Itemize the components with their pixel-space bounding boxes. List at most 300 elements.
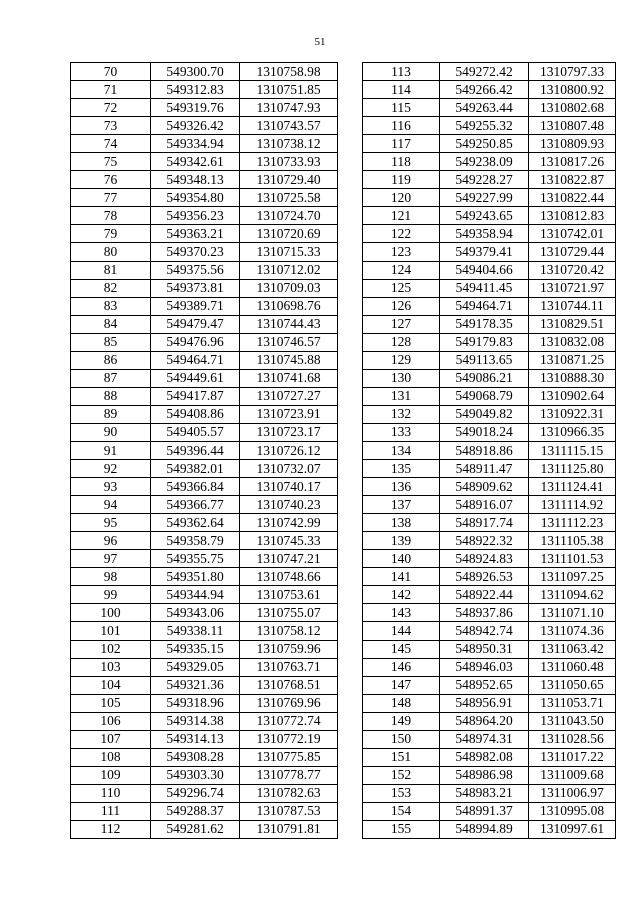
right-point-number-cell: 152	[363, 766, 440, 784]
left-x-coordinate-cell: 549338.11	[151, 622, 240, 640]
column-gap	[338, 441, 363, 459]
left-y-coordinate-cell: 1310723.17	[240, 423, 338, 441]
left-x-coordinate-cell: 549479.47	[151, 315, 240, 333]
right-x-coordinate-cell: 548922.32	[440, 532, 529, 550]
right-y-coordinate-cell: 1310966.35	[529, 423, 616, 441]
right-x-coordinate-cell: 549086.21	[440, 369, 529, 387]
left-x-coordinate-cell: 549314.38	[151, 712, 240, 730]
right-x-coordinate-cell: 549227.99	[440, 189, 529, 207]
right-point-number-cell: 150	[363, 730, 440, 748]
column-gap	[338, 712, 363, 730]
column-gap	[338, 766, 363, 784]
right-point-number-cell: 154	[363, 802, 440, 820]
column-gap	[338, 730, 363, 748]
right-y-coordinate-cell: 1311074.36	[529, 622, 616, 640]
left-x-coordinate-cell: 549366.77	[151, 496, 240, 514]
column-gap	[338, 676, 363, 694]
right-x-coordinate-cell: 548983.21	[440, 784, 529, 802]
right-x-coordinate-cell: 549411.45	[440, 279, 529, 297]
column-gap	[338, 279, 363, 297]
left-x-coordinate-cell: 549464.71	[151, 351, 240, 369]
table-row	[71, 315, 616, 333]
table-row	[71, 99, 616, 117]
left-point-number-cell: 101	[71, 622, 151, 640]
left-point-number-cell: 91	[71, 441, 151, 459]
left-x-coordinate-cell: 549334.94	[151, 135, 240, 153]
left-x-coordinate-cell: 549335.15	[151, 640, 240, 658]
column-gap	[338, 820, 363, 838]
left-point-number-cell: 105	[71, 694, 151, 712]
column-gap	[338, 532, 363, 550]
table-row	[71, 676, 616, 694]
table-row	[71, 171, 616, 189]
column-gap	[338, 423, 363, 441]
table-row	[71, 135, 616, 153]
right-x-coordinate-cell: 549266.42	[440, 81, 529, 99]
left-x-coordinate-cell: 549314.13	[151, 730, 240, 748]
table-row	[71, 333, 616, 351]
left-x-coordinate-cell: 549296.74	[151, 784, 240, 802]
left-y-coordinate-cell: 1310726.12	[240, 441, 338, 459]
right-x-coordinate-cell: 548946.03	[440, 658, 529, 676]
left-x-coordinate-cell: 549362.64	[151, 514, 240, 532]
left-x-coordinate-cell: 549308.28	[151, 748, 240, 766]
right-y-coordinate-cell: 1310888.30	[529, 369, 616, 387]
right-y-coordinate-cell: 1310871.25	[529, 351, 616, 369]
right-point-number-cell: 132	[363, 405, 440, 423]
right-x-coordinate-cell: 549049.82	[440, 405, 529, 423]
right-point-number-cell: 147	[363, 676, 440, 694]
right-y-coordinate-cell: 1310832.08	[529, 333, 616, 351]
table-row	[71, 441, 616, 459]
right-point-number-cell: 133	[363, 423, 440, 441]
right-point-number-cell: 126	[363, 297, 440, 315]
right-y-coordinate-cell: 1311060.48	[529, 658, 616, 676]
column-gap	[338, 514, 363, 532]
left-point-number-cell: 85	[71, 333, 151, 351]
left-x-coordinate-cell: 549356.23	[151, 207, 240, 225]
left-y-coordinate-cell: 1310715.33	[240, 243, 338, 261]
table-row	[71, 784, 616, 802]
right-x-coordinate-cell: 548937.86	[440, 604, 529, 622]
left-point-number-cell: 76	[71, 171, 151, 189]
table-row	[71, 189, 616, 207]
table-row	[71, 478, 616, 496]
left-x-coordinate-cell: 549358.79	[151, 532, 240, 550]
right-x-coordinate-cell: 549238.09	[440, 153, 529, 171]
column-gap	[338, 315, 363, 333]
right-x-coordinate-cell: 549178.35	[440, 315, 529, 333]
table-row	[71, 586, 616, 604]
right-point-number-cell: 134	[363, 441, 440, 459]
right-y-coordinate-cell: 1311028.56	[529, 730, 616, 748]
left-point-number-cell: 80	[71, 243, 151, 261]
column-gap	[338, 297, 363, 315]
right-point-number-cell: 129	[363, 351, 440, 369]
right-point-number-cell: 145	[363, 640, 440, 658]
column-gap	[338, 171, 363, 189]
right-x-coordinate-cell: 548982.08	[440, 748, 529, 766]
left-x-coordinate-cell: 549476.96	[151, 333, 240, 351]
column-gap	[338, 568, 363, 586]
right-x-coordinate-cell: 548911.47	[440, 460, 529, 478]
left-x-coordinate-cell: 549354.80	[151, 189, 240, 207]
right-x-coordinate-cell: 548994.89	[440, 820, 529, 838]
table-row	[71, 820, 616, 838]
column-gap	[338, 261, 363, 279]
right-point-number-cell: 135	[363, 460, 440, 478]
right-x-coordinate-cell: 548916.07	[440, 496, 529, 514]
table-row	[71, 153, 616, 171]
table-row	[71, 243, 616, 261]
right-x-coordinate-cell: 548942.74	[440, 622, 529, 640]
right-y-coordinate-cell: 1310807.48	[529, 117, 616, 135]
right-point-number-cell: 115	[363, 99, 440, 117]
right-y-coordinate-cell: 1311053.71	[529, 694, 616, 712]
right-x-coordinate-cell: 548952.65	[440, 676, 529, 694]
left-x-coordinate-cell: 549363.21	[151, 225, 240, 243]
right-y-coordinate-cell: 1310812.83	[529, 207, 616, 225]
left-y-coordinate-cell: 1310772.19	[240, 730, 338, 748]
table-row	[71, 514, 616, 532]
right-point-number-cell: 114	[363, 81, 440, 99]
left-y-coordinate-cell: 1310747.21	[240, 550, 338, 568]
right-x-coordinate-cell: 549358.94	[440, 225, 529, 243]
left-point-number-cell: 95	[71, 514, 151, 532]
left-y-coordinate-cell: 1310723.91	[240, 405, 338, 423]
right-x-coordinate-cell: 548924.83	[440, 550, 529, 568]
right-point-number-cell: 127	[363, 315, 440, 333]
left-x-coordinate-cell: 549343.06	[151, 604, 240, 622]
left-y-coordinate-cell: 1310709.03	[240, 279, 338, 297]
left-y-coordinate-cell: 1310744.43	[240, 315, 338, 333]
left-point-number-cell: 92	[71, 460, 151, 478]
left-x-coordinate-cell: 549351.80	[151, 568, 240, 586]
column-gap	[338, 225, 363, 243]
table-row	[71, 207, 616, 225]
right-y-coordinate-cell: 1311017.22	[529, 748, 616, 766]
right-y-coordinate-cell: 1310995.08	[529, 802, 616, 820]
column-gap	[338, 333, 363, 351]
table-row	[71, 658, 616, 676]
table-row	[71, 622, 616, 640]
left-y-coordinate-cell: 1310743.57	[240, 117, 338, 135]
left-y-coordinate-cell: 1310727.27	[240, 387, 338, 405]
left-y-coordinate-cell: 1310758.98	[240, 63, 338, 81]
left-y-coordinate-cell: 1310791.81	[240, 820, 338, 838]
left-x-coordinate-cell: 549396.44	[151, 441, 240, 459]
column-gap	[338, 387, 363, 405]
coordinates-table	[70, 62, 616, 839]
column-gap	[338, 478, 363, 496]
table-row	[71, 532, 616, 550]
column-gap	[338, 460, 363, 478]
column-gap	[338, 135, 363, 153]
left-y-coordinate-cell: 1310755.07	[240, 604, 338, 622]
right-point-number-cell: 148	[363, 694, 440, 712]
left-x-coordinate-cell: 549417.87	[151, 387, 240, 405]
table-row	[71, 279, 616, 297]
right-x-coordinate-cell: 549228.27	[440, 171, 529, 189]
right-point-number-cell: 143	[363, 604, 440, 622]
right-x-coordinate-cell: 548964.20	[440, 712, 529, 730]
coordinates-table-body	[71, 63, 616, 839]
right-point-number-cell: 119	[363, 171, 440, 189]
right-y-coordinate-cell: 1311105.38	[529, 532, 616, 550]
left-y-coordinate-cell: 1310745.88	[240, 351, 338, 369]
right-point-number-cell: 142	[363, 586, 440, 604]
left-y-coordinate-cell: 1310763.71	[240, 658, 338, 676]
table-row	[71, 225, 616, 243]
right-x-coordinate-cell: 549255.32	[440, 117, 529, 135]
left-point-number-cell: 97	[71, 550, 151, 568]
left-point-number-cell: 112	[71, 820, 151, 838]
column-gap	[338, 496, 363, 514]
left-x-coordinate-cell: 549382.01	[151, 460, 240, 478]
right-y-coordinate-cell: 1311050.65	[529, 676, 616, 694]
right-y-coordinate-cell: 1311043.50	[529, 712, 616, 730]
right-y-coordinate-cell: 1310922.31	[529, 405, 616, 423]
left-y-coordinate-cell: 1310698.76	[240, 297, 338, 315]
left-x-coordinate-cell: 549312.83	[151, 81, 240, 99]
left-point-number-cell: 88	[71, 387, 151, 405]
right-y-coordinate-cell: 1311112.23	[529, 514, 616, 532]
left-point-number-cell: 104	[71, 676, 151, 694]
right-point-number-cell: 151	[363, 748, 440, 766]
right-y-coordinate-cell: 1310997.61	[529, 820, 616, 838]
right-y-coordinate-cell: 1310817.26	[529, 153, 616, 171]
column-gap	[338, 153, 363, 171]
right-point-number-cell: 121	[363, 207, 440, 225]
right-y-coordinate-cell: 1310721.97	[529, 279, 616, 297]
right-x-coordinate-cell: 548918.86	[440, 441, 529, 459]
left-y-coordinate-cell: 1310787.53	[240, 802, 338, 820]
table-row	[71, 694, 616, 712]
right-x-coordinate-cell: 549018.24	[440, 423, 529, 441]
table-row	[71, 766, 616, 784]
right-y-coordinate-cell: 1311114.92	[529, 496, 616, 514]
left-y-coordinate-cell: 1310758.12	[240, 622, 338, 640]
right-point-number-cell: 137	[363, 496, 440, 514]
right-y-coordinate-cell: 1311097.25	[529, 568, 616, 586]
column-gap	[338, 748, 363, 766]
column-gap	[338, 63, 363, 81]
right-x-coordinate-cell: 548956.91	[440, 694, 529, 712]
left-y-coordinate-cell: 1310733.93	[240, 153, 338, 171]
table-row	[71, 550, 616, 568]
right-y-coordinate-cell: 1310800.92	[529, 81, 616, 99]
right-x-coordinate-cell: 548909.62	[440, 478, 529, 496]
column-gap	[338, 81, 363, 99]
right-y-coordinate-cell: 1311094.62	[529, 586, 616, 604]
left-y-coordinate-cell: 1310742.99	[240, 514, 338, 532]
right-y-coordinate-cell: 1310829.51	[529, 315, 616, 333]
right-y-coordinate-cell: 1311115.15	[529, 441, 616, 459]
right-point-number-cell: 153	[363, 784, 440, 802]
right-point-number-cell: 141	[363, 568, 440, 586]
left-x-coordinate-cell: 549344.94	[151, 586, 240, 604]
left-point-number-cell: 111	[71, 802, 151, 820]
right-y-coordinate-cell: 1311009.68	[529, 766, 616, 784]
column-gap	[338, 604, 363, 622]
left-x-coordinate-cell: 549408.86	[151, 405, 240, 423]
column-gap	[338, 586, 363, 604]
right-point-number-cell: 139	[363, 532, 440, 550]
right-point-number-cell: 140	[363, 550, 440, 568]
left-point-number-cell: 81	[71, 261, 151, 279]
left-point-number-cell: 72	[71, 99, 151, 117]
right-x-coordinate-cell: 549068.79	[440, 387, 529, 405]
right-x-coordinate-cell: 549263.44	[440, 99, 529, 117]
right-x-coordinate-cell: 548974.31	[440, 730, 529, 748]
left-x-coordinate-cell: 549348.13	[151, 171, 240, 189]
right-point-number-cell: 117	[363, 135, 440, 153]
left-y-coordinate-cell: 1310746.57	[240, 333, 338, 351]
column-gap	[338, 243, 363, 261]
right-point-number-cell: 144	[363, 622, 440, 640]
left-point-number-cell: 94	[71, 496, 151, 514]
left-y-coordinate-cell: 1310725.58	[240, 189, 338, 207]
table-row	[71, 405, 616, 423]
table-row	[71, 640, 616, 658]
left-point-number-cell: 93	[71, 478, 151, 496]
left-x-coordinate-cell: 549288.37	[151, 802, 240, 820]
right-x-coordinate-cell: 548917.74	[440, 514, 529, 532]
column-gap	[338, 207, 363, 225]
right-point-number-cell: 130	[363, 369, 440, 387]
right-point-number-cell: 149	[363, 712, 440, 730]
left-point-number-cell: 109	[71, 766, 151, 784]
right-point-number-cell: 136	[363, 478, 440, 496]
right-y-coordinate-cell: 1310902.64	[529, 387, 616, 405]
left-point-number-cell: 83	[71, 297, 151, 315]
right-point-number-cell: 138	[363, 514, 440, 532]
left-point-number-cell: 96	[71, 532, 151, 550]
left-x-coordinate-cell: 549366.84	[151, 478, 240, 496]
left-x-coordinate-cell: 549342.61	[151, 153, 240, 171]
right-x-coordinate-cell: 548986.98	[440, 766, 529, 784]
column-gap	[338, 405, 363, 423]
left-y-coordinate-cell: 1310729.40	[240, 171, 338, 189]
right-x-coordinate-cell: 549113.65	[440, 351, 529, 369]
table-row	[71, 802, 616, 820]
left-y-coordinate-cell: 1310732.07	[240, 460, 338, 478]
right-x-coordinate-cell: 548991.37	[440, 802, 529, 820]
left-y-coordinate-cell: 1310738.12	[240, 135, 338, 153]
right-x-coordinate-cell: 549243.65	[440, 207, 529, 225]
column-gap	[338, 189, 363, 207]
column-gap	[338, 351, 363, 369]
right-point-number-cell: 120	[363, 189, 440, 207]
right-point-number-cell: 124	[363, 261, 440, 279]
table-row	[71, 81, 616, 99]
left-point-number-cell: 107	[71, 730, 151, 748]
left-x-coordinate-cell: 549321.36	[151, 676, 240, 694]
column-gap	[338, 640, 363, 658]
table-row	[71, 712, 616, 730]
right-point-number-cell: 122	[363, 225, 440, 243]
left-y-coordinate-cell: 1310720.69	[240, 225, 338, 243]
left-y-coordinate-cell: 1310775.85	[240, 748, 338, 766]
left-y-coordinate-cell: 1310772.74	[240, 712, 338, 730]
table-row	[71, 117, 616, 135]
left-point-number-cell: 75	[71, 153, 151, 171]
column-gap	[338, 802, 363, 820]
table-row	[71, 748, 616, 766]
column-gap	[338, 622, 363, 640]
column-gap	[338, 550, 363, 568]
left-x-coordinate-cell: 549373.81	[151, 279, 240, 297]
left-point-number-cell: 106	[71, 712, 151, 730]
table-row	[71, 351, 616, 369]
left-x-coordinate-cell: 549300.70	[151, 63, 240, 81]
right-point-number-cell: 118	[363, 153, 440, 171]
left-y-coordinate-cell: 1310724.70	[240, 207, 338, 225]
left-x-coordinate-cell: 549389.71	[151, 297, 240, 315]
left-x-coordinate-cell: 549281.62	[151, 820, 240, 838]
right-x-coordinate-cell: 549464.71	[440, 297, 529, 315]
right-x-coordinate-cell: 548950.31	[440, 640, 529, 658]
left-y-coordinate-cell: 1310740.17	[240, 478, 338, 496]
table-row	[71, 297, 616, 315]
left-point-number-cell: 110	[71, 784, 151, 802]
right-y-coordinate-cell: 1310802.68	[529, 99, 616, 117]
right-y-coordinate-cell: 1311006.97	[529, 784, 616, 802]
right-point-number-cell: 131	[363, 387, 440, 405]
left-point-number-cell: 73	[71, 117, 151, 135]
left-x-coordinate-cell: 549370.23	[151, 243, 240, 261]
table-row	[71, 460, 616, 478]
right-y-coordinate-cell: 1311101.53	[529, 550, 616, 568]
left-y-coordinate-cell: 1310748.66	[240, 568, 338, 586]
left-point-number-cell: 86	[71, 351, 151, 369]
left-x-coordinate-cell: 549355.75	[151, 550, 240, 568]
column-gap	[338, 694, 363, 712]
left-point-number-cell: 79	[71, 225, 151, 243]
right-y-coordinate-cell: 1310809.93	[529, 135, 616, 153]
right-x-coordinate-cell: 548922.44	[440, 586, 529, 604]
column-gap	[338, 99, 363, 117]
right-point-number-cell: 123	[363, 243, 440, 261]
left-x-coordinate-cell: 549318.96	[151, 694, 240, 712]
left-point-number-cell: 99	[71, 586, 151, 604]
left-point-number-cell: 70	[71, 63, 151, 81]
left-point-number-cell: 77	[71, 189, 151, 207]
right-y-coordinate-cell: 1310797.33	[529, 63, 616, 81]
left-y-coordinate-cell: 1310768.51	[240, 676, 338, 694]
left-y-coordinate-cell: 1310751.85	[240, 81, 338, 99]
right-point-number-cell: 146	[363, 658, 440, 676]
table-row	[71, 423, 616, 441]
right-x-coordinate-cell: 549379.41	[440, 243, 529, 261]
right-y-coordinate-cell: 1311124.41	[529, 478, 616, 496]
column-gap	[338, 784, 363, 802]
right-x-coordinate-cell: 549179.83	[440, 333, 529, 351]
left-y-coordinate-cell: 1310740.23	[240, 496, 338, 514]
right-point-number-cell: 128	[363, 333, 440, 351]
left-x-coordinate-cell: 549405.57	[151, 423, 240, 441]
right-point-number-cell: 116	[363, 117, 440, 135]
left-point-number-cell: 84	[71, 315, 151, 333]
left-x-coordinate-cell: 549375.56	[151, 261, 240, 279]
left-x-coordinate-cell: 549329.05	[151, 658, 240, 676]
right-x-coordinate-cell: 549272.42	[440, 63, 529, 81]
left-x-coordinate-cell: 549303.30	[151, 766, 240, 784]
right-y-coordinate-cell: 1310822.87	[529, 171, 616, 189]
right-point-number-cell: 113	[363, 63, 440, 81]
left-y-coordinate-cell: 1310769.96	[240, 694, 338, 712]
left-point-number-cell: 74	[71, 135, 151, 153]
